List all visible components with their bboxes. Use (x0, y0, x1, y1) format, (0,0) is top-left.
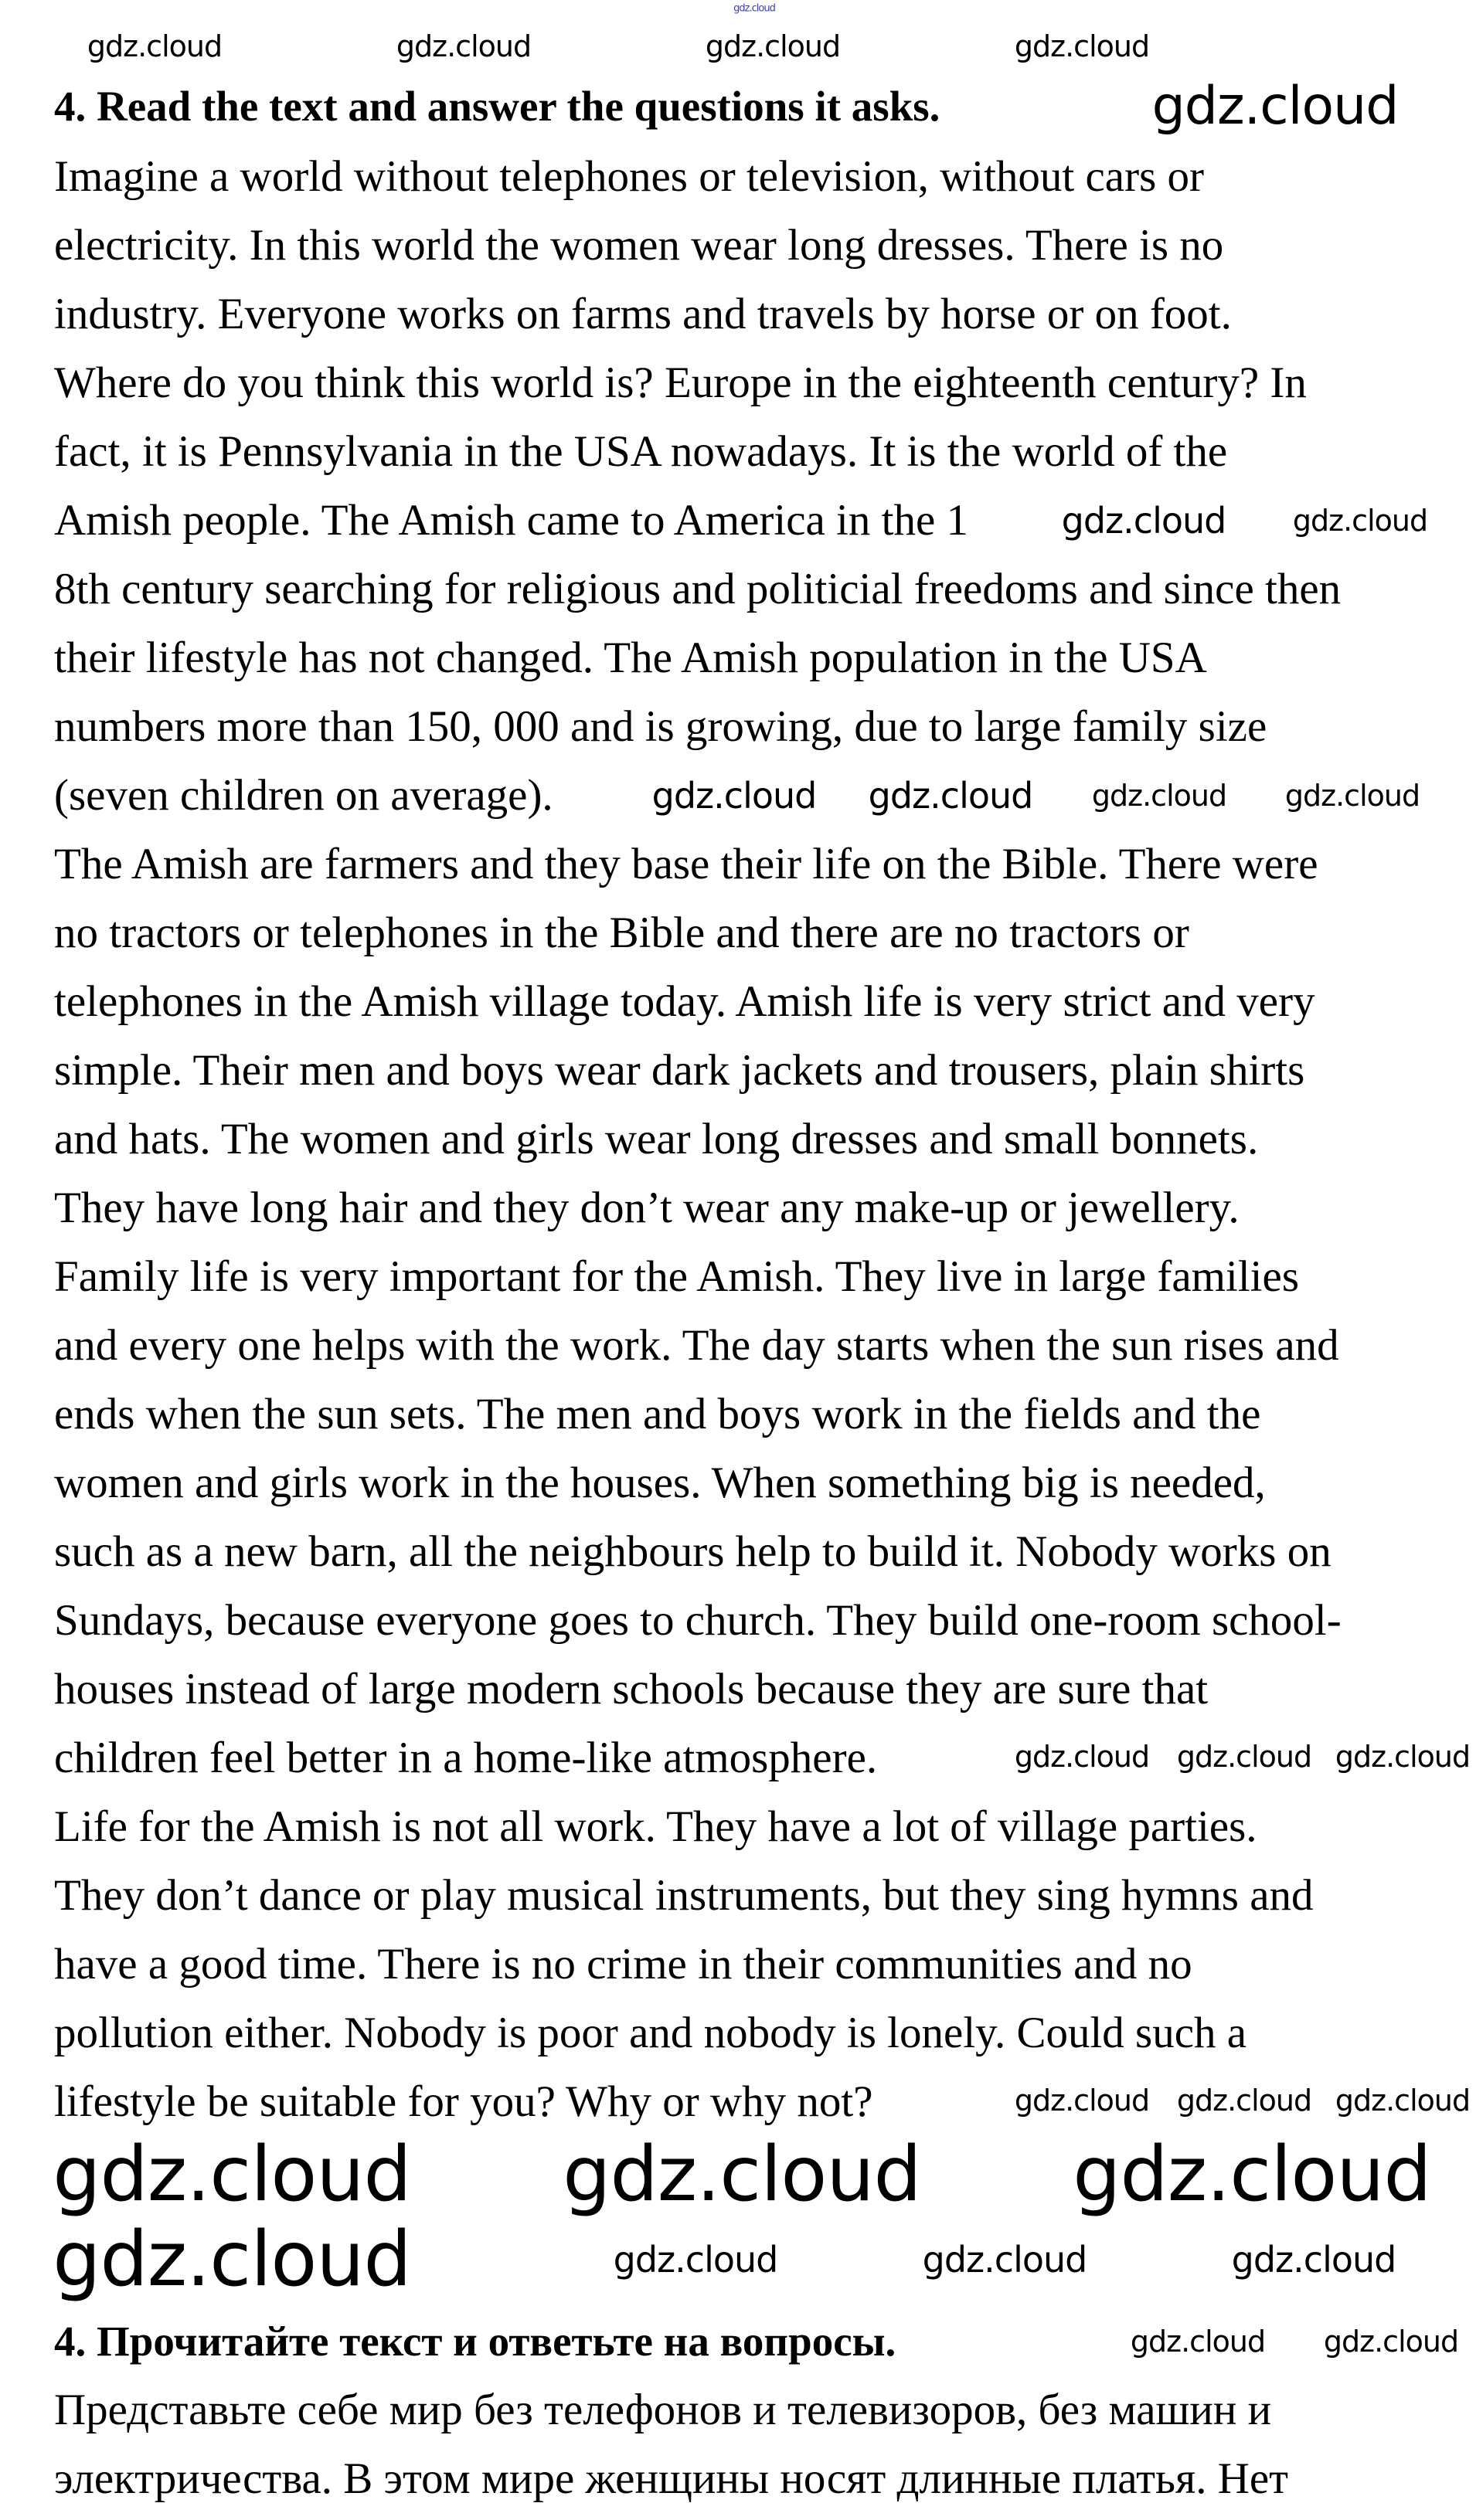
english-text-line: fact, it is Pennsylvania in the USA nowadays. It is the world of the (54, 427, 1228, 476)
watermark: gdz.cloud (922, 2239, 1087, 2281)
watermark: gdz.cloud (53, 2131, 411, 2219)
watermark: gdz.cloud (613, 2239, 778, 2281)
russian-text-line: электричества. В этом мире женщины носят длинные платья. Нет (54, 2454, 1289, 2503)
english-text-line: Amish people. The Amish came to America in the 1 (54, 496, 969, 545)
watermark: gdz.cloud (705, 29, 841, 63)
english-text-line: telephones in the Amish village today. Amish life is very strict and very (54, 977, 1315, 1026)
english-text-line: no tractors or telephones in the Bible and there are no tractors or (54, 908, 1189, 957)
english-text-line: and every one helps with the work. The day starts when the sun rises and (54, 1321, 1339, 1370)
english-text-line: ends when the sun sets. The men and boys work in the fields and the (54, 1390, 1261, 1438)
watermark: gdz.cloud (53, 2216, 411, 2304)
watermark: gdz.cloud (1231, 2239, 1396, 2281)
watermark: gdz.cloud (1335, 2084, 1471, 2118)
watermark: gdz.cloud (1014, 29, 1150, 63)
english-text-line: numbers more than 150, 000 and is growing, due to large family size (54, 702, 1267, 751)
english-text-line: Family life is very important for the Amish. They live in large families (54, 1252, 1300, 1301)
english-text-line: The Amish are farmers and they base their life on the Bible. There were (54, 840, 1318, 888)
watermark: gdz.cloud (1176, 1740, 1312, 1774)
english-text-line: They have long hair and they don’t wear any make-up or jewellery. (54, 1184, 1240, 1232)
english-text-line: (seven children on average). (54, 771, 553, 820)
watermark: gdz.cloud (563, 2131, 921, 2219)
watermark: gdz.cloud (1130, 2325, 1266, 2359)
english-text-line: Life for the Amish is not all work. They have a lot of village parties. (54, 1802, 1257, 1851)
english-text-line: electricity. In this world the women wear long dresses. There is no (54, 221, 1224, 270)
watermark: gdz.cloud (1061, 500, 1226, 542)
watermark: gdz.cloud (1014, 2084, 1150, 2118)
english-text-line: industry. Everyone works on farms and travels by horse or on foot. (54, 290, 1232, 338)
english-text-line: lifestyle be suitable for you? Why or why not? (54, 2077, 873, 2126)
watermark: gdz.cloud (1335, 1740, 1471, 1774)
watermark: gdz.cloud (1323, 2325, 1459, 2359)
english-text-line: and hats. The women and girls wear long dresses and small bonnets. (54, 1115, 1259, 1163)
russian-text-line: Представьте себе мир без телефонов и телевизоров, без машин и (54, 2386, 1272, 2434)
watermark: gdz.cloud (868, 775, 1033, 817)
watermark: gdz.cloud (1014, 1740, 1150, 1774)
english-text-line: their lifestyle has not changed. The Amish population in the USA (54, 633, 1207, 682)
english-text-line: such as a new barn, all the neighbours help to build it. Nobody works on (54, 1527, 1331, 1576)
watermark: gdz.cloud (651, 775, 817, 817)
watermark: gdz.cloud (87, 29, 223, 63)
watermark: gdz.cloud (1284, 779, 1420, 813)
english-text-line: Where do you think this world is? Europe in the eighteenth century? In (54, 358, 1307, 407)
watermark: gdz.cloud (1176, 2084, 1312, 2118)
english-text-line: simple. Their men and boys wear dark jackets and trousers, plain shirts (54, 1046, 1305, 1095)
english-text-line: women and girls work in the houses. When something big is needed, (54, 1459, 1266, 1507)
english-text-line: Imagine a world without telephones or television, without cars or (54, 152, 1204, 201)
watermark: gdz.cloud (1292, 504, 1428, 538)
english-text-line: Sundays, because everyone goes to church. They build one-room school- (54, 1596, 1342, 1645)
english-text-line: They don’t dance or play musical instruments, but they sing hymns and (54, 1871, 1314, 1920)
english-text-line: children feel better in a home-like atmosphere. (54, 1734, 878, 1782)
watermark: gdz.cloud (1151, 76, 1399, 137)
english-text-line: have a good time. There is no crime in their communities and no (54, 1940, 1192, 1988)
watermark: gdz.cloud (1091, 779, 1227, 813)
english-text-line: pollution either. Nobody is poor and nobody is lonely. Could such a (54, 2009, 1247, 2057)
watermark-top: gdz.cloud (733, 2, 775, 15)
english-text-line: 8th century searching for religious and politicial freedoms and since then (54, 565, 1342, 613)
english-heading: 4. Read the text and answer the questions it asks. (54, 83, 940, 130)
russian-heading: 4. Прочитайте текст и ответьте на вопросы. (54, 2318, 896, 2365)
watermark: gdz.cloud (396, 29, 532, 63)
english-text-line: houses instead of large modern schools because they are sure that (54, 1665, 1209, 1713)
watermark: gdz.cloud (1073, 2131, 1431, 2219)
